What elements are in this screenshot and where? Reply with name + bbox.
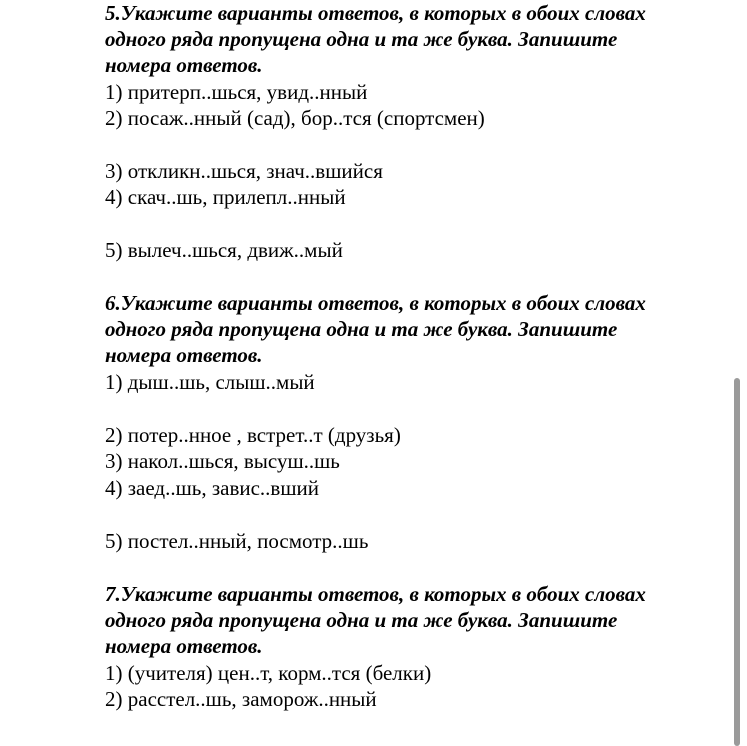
- task-6-heading-line-1: 6.Укажите варианты ответов, в которых в обоих словах: [105, 291, 646, 315]
- task-7-heading-line-2: одного ряда пропущена одна и та же буква. Запишите: [105, 608, 618, 632]
- task-6-option-4: 4) заед..шь, завис..вший: [105, 476, 319, 500]
- task-6-heading-line-3: номера ответов.: [105, 343, 263, 367]
- task-5-heading-line-3: номера ответов.: [105, 53, 263, 77]
- task-5-option-5: 5) вылеч..шься, движ..мый: [105, 238, 343, 262]
- task-6-option-1: 1) дыш..шь, слыш..мый: [105, 370, 315, 394]
- task-7-heading-line-3: номера ответов.: [105, 634, 263, 658]
- task-6-option-2: 2) потер..нное , встрет..т (друзья): [105, 423, 401, 447]
- task-5-heading-line-2: одного ряда пропущена одна и та же буква. Запишите: [105, 27, 618, 51]
- task-7-option-2: 2) расстел..шь, заморож..нный: [105, 687, 377, 711]
- task-5-option-4: 4) скач..шь, прилепл..нный: [105, 185, 346, 209]
- task-7-heading-line-1: 7.Укажите варианты ответов, в которых в обоих словах: [105, 582, 646, 606]
- task-5-option-1: 1) притерп..шься, увид..нный: [105, 80, 368, 104]
- task-6-option-3: 3) накол..шься, высуш..шь: [105, 449, 340, 473]
- task-5-option-3: 3) откликн..шься, знач..вшийся: [105, 159, 383, 183]
- task-6-heading-line-2: одного ряда пропущена одна и та же буква. Запишите: [105, 317, 618, 341]
- vertical-scrollbar[interactable]: [734, 378, 740, 746]
- task-5-heading-line-1: 5.Укажите варианты ответов, в которых в обоих словах: [105, 1, 646, 25]
- task-6-option-5: 5) постел..нный, посмотр..шь: [105, 529, 369, 553]
- task-7-option-1: 1) (учителя) цен..т, корм..тся (белки): [105, 661, 432, 685]
- task-5-option-2: 2) посаж..нный (сад), бор..тся (спортсмен): [105, 106, 485, 130]
